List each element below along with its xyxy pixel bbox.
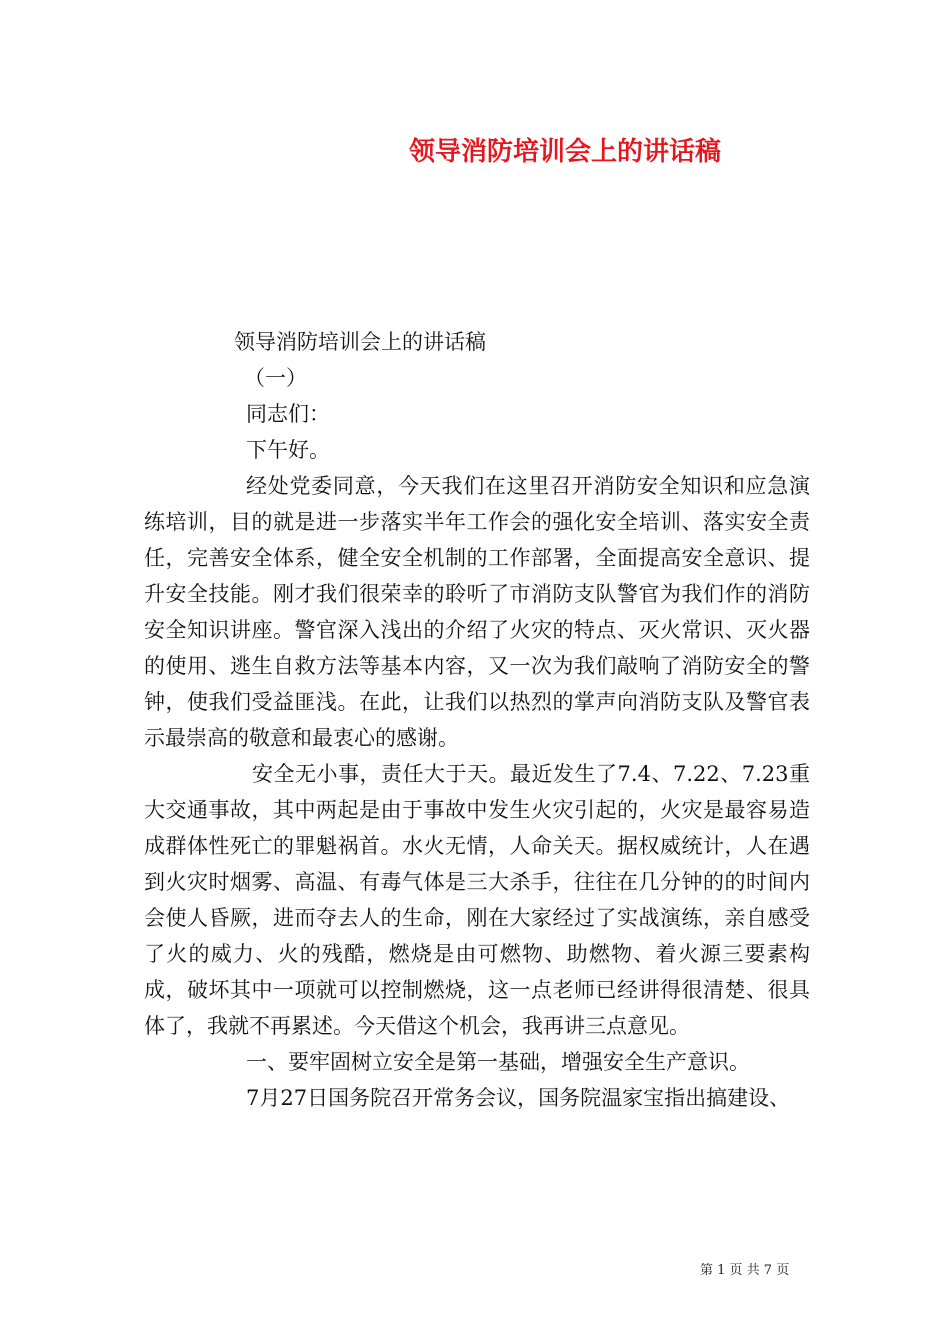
document-title: 领导消防培训会上的讲话稿: [408, 137, 721, 167]
page-number: 第 1 页 共 7 页: [700, 1263, 790, 1278]
document-subtitle: 领导消防培训会上的讲话稿: [234, 330, 486, 354]
section-mark: （一）: [244, 366, 307, 390]
paragraph-safety: 安全无小事，责任大于天。最近发生了7.4、7.22、7.23重大交通事故，其中两起是由于事故中发生火灾引起的，火灾是最容易造成群体性死亡的罪魁祸首。水火无情，人命关天。据权威统计，人在遇到火灾时烟雾、高温、有毒气体是三大杀手，往往在几分钟的的时间内会使人昏厥，进而夺去人的生命，刚在大家经过了实战演练，亲自感受了火的威力、火的残酷，燃烧是由可燃物、助燃物、着火源三要素构成，破坏其中一项就可以控制燃烧，这一点老师已经讲得很清楚、很具体了，我就不再累述。今天借这个机会，我再讲三点意见。: [144, 762, 810, 1038]
paragraph-intro: 经处党委同意，今天我们在这里召开消防安全知识和应急演练培训，目的就是进一步落实半年工作会的强化安全培训、落实安全责任，完善安全体系，健全安全机制的工作部署，全面提高安全意识、提升安全技能。刚才我们很荣幸的聆听了市消防支队警官为我们作的消防安全知识讲座。警官深入浅出的介绍了火灾的特点、灭火常识、灭火器的使用、逃生自救方法等基本内容，又一次为我们敲响了消防安全的警钟，使我们受益匪浅。在此，让我们以热烈的掌声向消防支队及警官表示最崇高的敬意和最衷心的感谢。: [144, 474, 810, 750]
paragraph-point-one: 一、要牢固树立安全是第一基础，增强安全生产意识。: [246, 1050, 750, 1074]
paragraph-state-council: 7月27日国务院召开常务会议，国务院温家宝指出搞建设、: [246, 1086, 791, 1110]
greeting: 同志们：: [246, 402, 330, 426]
salutation: 下午好。: [246, 438, 330, 462]
document-body: [144, 468, 810, 1116]
